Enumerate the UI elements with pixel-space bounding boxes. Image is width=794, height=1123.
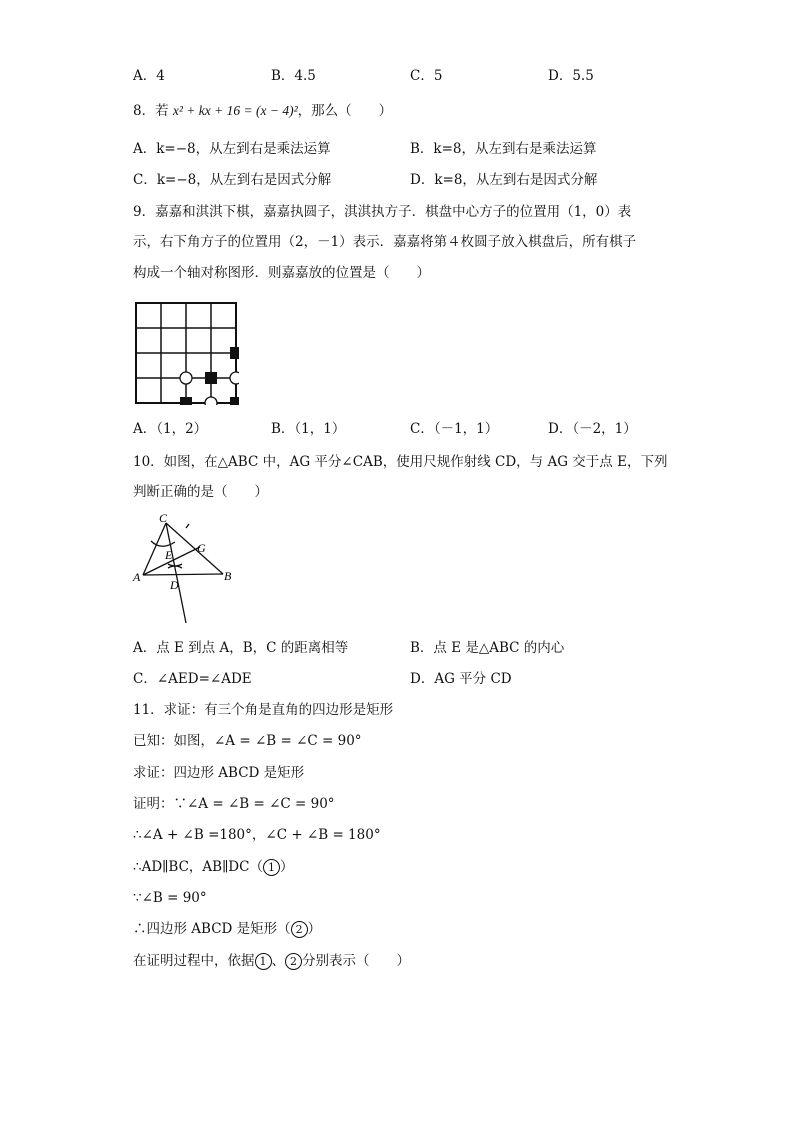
square-piece <box>180 397 192 405</box>
q9-option-a: A．（1，2） <box>133 421 208 437</box>
square-piece <box>205 372 217 384</box>
circle-piece <box>205 397 217 405</box>
square-piece <box>230 347 239 359</box>
construction-tick <box>186 524 189 528</box>
construction-arc-c <box>151 541 175 546</box>
q11-line-6-close: ） <box>279 859 294 875</box>
q11-line-9-a: 在证明过程中，依据 <box>133 953 255 969</box>
q8-option-c: C．k=−8，从左到右是因式分解 <box>133 172 332 188</box>
q11-line-1: 11．求证：有三个角是直角的四边形是矩形 <box>133 702 394 718</box>
q9-option-d: D．（－2，1） <box>548 421 637 437</box>
circle-piece <box>180 372 192 384</box>
q11-line-6 <box>133 857 293 877</box>
label-e: E <box>165 548 173 562</box>
circled-number-2: 2 <box>291 921 308 938</box>
q9-stem-line-3: 构成一个轴对称图形．则嘉嘉放的位置是（ ） <box>133 265 430 281</box>
q9-option-c: C．（－1，1） <box>410 421 499 437</box>
q7-option-c: C．5 <box>410 68 443 84</box>
q10-option-d: D．AG 平分 CD <box>410 671 512 687</box>
side-ab <box>143 574 223 575</box>
circle-piece <box>230 372 239 384</box>
q7-option-a: A．4 <box>133 68 165 84</box>
q8-option-a: A．k=−8，从左到右是乘法运算 <box>133 141 331 157</box>
q8-eq-rhs: (x − 4)² <box>256 103 298 118</box>
q11-line-8-text: ∴四边形 ABCD 是矩形（ <box>133 921 291 937</box>
q7-option-d: D．5.5 <box>548 68 594 84</box>
q9-stem-line-2: 示，右下角方子的位置用（2，－1）表示．嘉嘉将第４枚圆子放入棋盘后，所有棋子 <box>133 234 637 250</box>
board-grid <box>136 303 236 403</box>
q11-line-9-b: 分别表示（ ） <box>302 953 410 969</box>
q10-stem-line-1: 10．如图，在△ABC 中，AG 平分∠CAB，使用尺规作射线 CD，与 AG 交于点 E，下列 <box>133 454 668 470</box>
q8-stem <box>133 101 392 121</box>
q9-stem-line-1: 9．嘉嘉和淇淇下棋，嘉嘉执圆子，淇淇执方子．棋盘中心方子的位置用（1，0）表 <box>133 204 632 220</box>
label-d: D <box>170 578 179 592</box>
q11-line-8-close: ） <box>307 921 322 937</box>
label-g: G <box>197 541 206 555</box>
q10-option-a: A．点 E 到点 A，B，C 的距离相等 <box>133 640 349 656</box>
q8-option-d: D．k=8，从左到右是因式分解 <box>410 172 598 188</box>
q11-line-7: ∵∠B = 90° <box>133 890 207 906</box>
q10-option-b: B．点 E 是△ABC 的内心 <box>410 640 565 656</box>
q11-line-9-sep: 、 <box>271 953 285 969</box>
circled-number-2-ref: 2 <box>285 953 302 970</box>
label-a: A <box>133 570 141 584</box>
q10-stem-line-2: 判断正确的是（ ） <box>133 484 268 500</box>
q11-line-6-text: ∴AD∥BC，AB∥DC（ <box>133 859 263 875</box>
label-b: B <box>224 569 232 583</box>
q11-line-5: ∴∠A + ∠B =180°，∠C + ∠B = 180° <box>133 827 381 843</box>
q10-triangle-figure <box>128 510 243 628</box>
q11-line-8 <box>133 919 321 939</box>
q11-line-9 <box>133 951 410 971</box>
q8-stem-prefix: 8．若 <box>133 103 173 119</box>
q9-chessboard <box>133 301 239 405</box>
square-piece <box>230 397 239 405</box>
q8-eq-lhs: x² + kx + 16 = <box>172 103 256 118</box>
q10-option-c: C．∠AED=∠ADE <box>133 671 252 687</box>
q9-option-b: B．（1，1） <box>271 421 346 437</box>
q8-stem-suffix: ，那么（ ） <box>297 103 393 119</box>
q11-line-2: 已知：如图，∠A = ∠B = ∠C = 90° <box>133 733 362 749</box>
q11-line-3: 求证：四边形 ABCD 是矩形 <box>133 765 305 781</box>
q11-line-4: 证明：∵∠A = ∠B = ∠C = 90° <box>133 796 335 812</box>
side-ca <box>143 523 166 575</box>
circled-number-1-ref: 1 <box>255 953 272 970</box>
circled-number-1: 1 <box>263 859 280 876</box>
q7-option-b: B．4.5 <box>271 68 316 84</box>
q8-option-b: B．k=8，从左到右是乘法运算 <box>410 141 597 157</box>
label-c: C <box>159 511 168 525</box>
